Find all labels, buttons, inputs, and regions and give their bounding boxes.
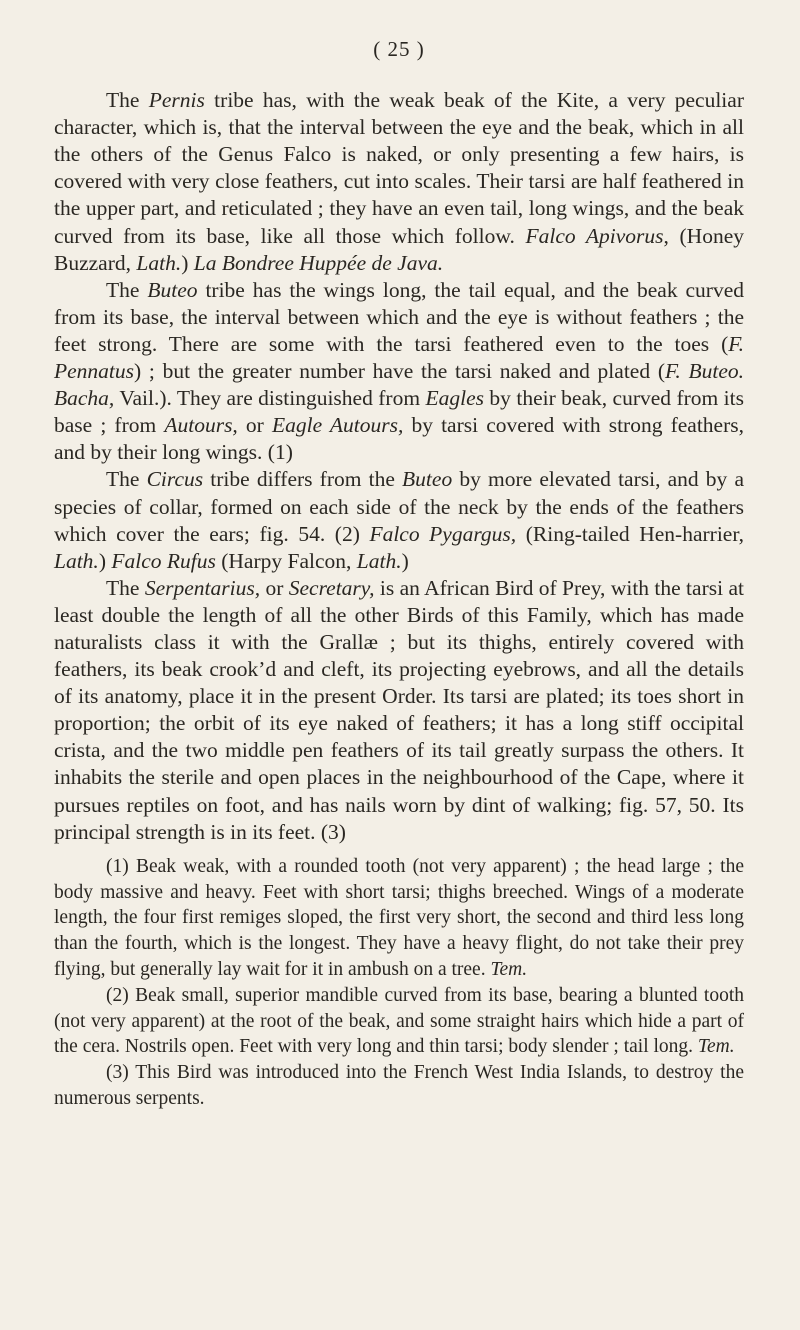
- footnotes: [54, 854, 744, 1112]
- italic-text: Tem.: [490, 958, 528, 980]
- main-text: [54, 87, 744, 846]
- italic-text: Buteo: [147, 277, 198, 302]
- text-run: ): [401, 548, 409, 573]
- text-run: (1) Beak weak, with a rounded tooth (not very apparent) ; the head large ; the body massive and heavy. Feet with short tarsi; thighs breeched. Wings of a moderate length, the four first remiges sloped, the first very short, the second and third less long than the fourth, which is the longest. They have a heavy flight, do not take their prey flying, but generally lay wait for it in ambush on a tree.: [54, 855, 744, 980]
- italic-text: Lath.: [54, 548, 99, 573]
- paragraph-circus: [54, 466, 744, 574]
- italic-text: Falco Rufus: [111, 548, 216, 573]
- italic-text: Falco Pygargus,: [369, 521, 517, 546]
- text-run: tribe differs from the: [203, 467, 403, 492]
- text-run: or: [260, 575, 289, 600]
- text-run: The: [106, 88, 149, 113]
- italic-text: La Bondree Huppée de Java.: [193, 250, 444, 275]
- italic-text: Secretary,: [288, 575, 375, 600]
- italic-text: Circus: [146, 467, 204, 492]
- footnote-3: [54, 1060, 744, 1112]
- text-run: ): [181, 250, 194, 275]
- text-run: (2) Beak small, superior mandible curved from its base, bearing a blunted tooth (not very apparent) at the root of the beak, and some straight hairs which hide a part of the cera. Nostrils open. Feet with very long and thin tarsi; body slender ; tail long.: [54, 984, 744, 1058]
- italic-text: Pernis: [148, 88, 205, 113]
- italic-text: Serpentarius,: [144, 575, 261, 600]
- paragraph-buteo: [54, 277, 744, 467]
- text-run: is an African Bird of Prey, with the tarsi at least double the length of all the other Birds of this Family, which has made naturalists class it with the Grallæ ; but its thighs, entirely covered with feathers, its beak crook’d and cleft, its projecting eyebrows, and all the details of its anatomy, place it in the present Order. Its tarsi are plated; its toes short in proportion; the orbit of its eye naked of feathers; it has a long stiff occipital crista, and the two middle pen feathers of its tail greatly surpass the others. It inhabits the sterile and open places in the neighbourhood of the Cape, where it pursues reptiles on foot, and has nails worn by dint of walking; fig. 57, 50. Its principal strength is in its feet. (3): [54, 575, 744, 844]
- text-run: (3) This Bird was introduced into the French West India Islands, to destroy the numerous serpents.: [54, 1062, 744, 1109]
- italic-text: F. Buteo. Bacha,: [54, 359, 744, 411]
- text-run: tribe has, with the weak beak of the Kite, a very peculiar character, which is, that the interval between the eye and the beak, which in all the others of the Genus Falco is naked, or only presenting a few hairs, is covered with very close feathers, cut into scales. Their tarsi are half feathered in the upper part, and reticulated ; they have an even tail, long wings, and the beak curved from its base, like all those which follow.: [54, 88, 744, 248]
- text-run: , (Honey Buzzard,: [54, 223, 744, 275]
- text-run: (Ring-tailed Hen-harrier,: [516, 521, 745, 546]
- page-number: ( 25 ): [373, 37, 425, 61]
- footnote-2: [54, 983, 744, 1060]
- text-run: or: [237, 413, 272, 438]
- italic-text: Eagle Autours,: [271, 413, 404, 438]
- italic-text: Autours,: [164, 413, 238, 438]
- text-run: by more elevated tarsi, and by a species of collar, formed on each side of the neck by the ends of the feathers which cover the ears; fig. 54. (2): [54, 467, 744, 546]
- text-run: The: [106, 575, 145, 600]
- book-page: [54, 36, 744, 1112]
- text-run: The: [106, 467, 147, 492]
- text-run: ): [98, 548, 112, 573]
- italic-text: Falco Apivorus: [525, 223, 664, 248]
- text-run: (Harpy Falcon,: [215, 548, 357, 573]
- italic-text: Tem.: [697, 1036, 735, 1058]
- italic-text: Buteo: [402, 467, 453, 492]
- footnote-1: [54, 854, 744, 983]
- italic-text: Lath.: [136, 250, 182, 275]
- paragraph-serpentarius: [54, 575, 744, 846]
- text-run: by their beak, curved from its base ; from: [54, 386, 744, 438]
- text-run: Vail.). They are distinguished from: [114, 386, 426, 411]
- italic-text: F. Pennatus: [54, 331, 744, 384]
- text-run: ) ; but the greater number have the tarsi naked and plated (: [134, 359, 665, 384]
- text-run: by tarsi covered with strong feathers, and by their long wings. (1): [54, 413, 744, 465]
- text-run: The: [106, 277, 148, 302]
- italic-text: Eagles: [425, 386, 485, 411]
- italic-text: Lath.: [356, 548, 402, 573]
- paragraph-pernis: [54, 87, 744, 277]
- text-run: tribe has the wings long, the tail equal, and the beak curved from its base, the interval between which and the eye is without feathers ; the feet strong. There are some with the tarsi feathered even to the toes (: [54, 277, 744, 356]
